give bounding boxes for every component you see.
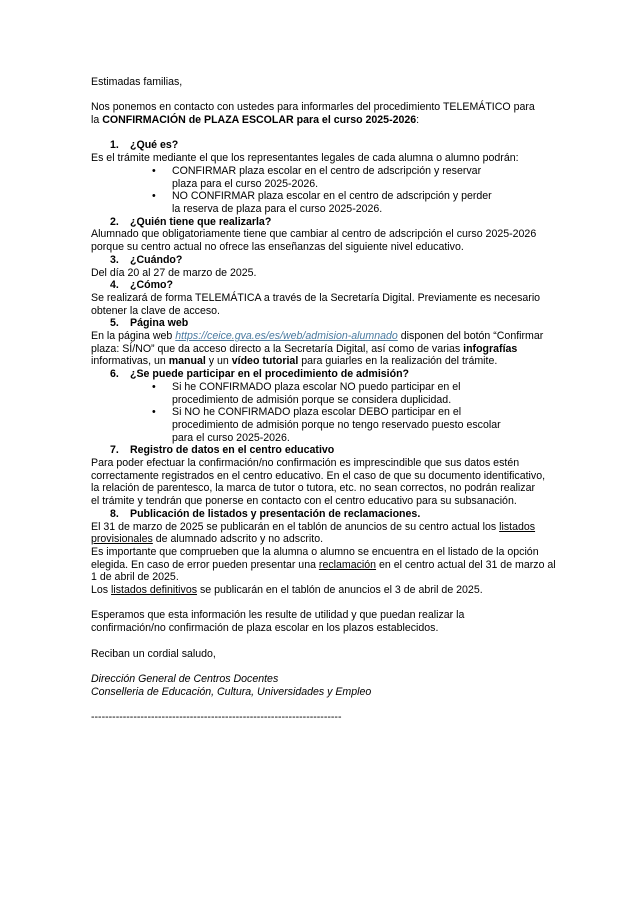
section-heading-2: 2. ¿Quién tiene que realizarla?	[110, 215, 272, 228]
section-body-3: Del día 20 al 27 de marzo de 2025.	[91, 266, 257, 279]
section-1-bullets	[91, 164, 492, 216]
section-heading-7: 7. Registro de datos en el centro educativo	[110, 444, 335, 457]
section-heading-1: 1. ¿Qué es?	[110, 139, 179, 152]
section-body-8-para1: El 31 de marzo de 2025 se publicarán en el tablón de anuncios de su centro actual los listados provisionales de alumnado adscrito y no adscrito.	[91, 520, 536, 546]
signature-line-2: Conselleria de Educación, Cultura, Universidades y Empleo	[91, 685, 372, 698]
salutation: Reciban un cordial saludo,	[91, 647, 216, 660]
list-item: • Si NO he CONFIRMADO plaza escolar DEBO participar en el procedimiento de admisión porque no tengo reservado puesto escolar para el curso 2025-2026.	[152, 406, 501, 444]
closing-paragraph: Esperamos que esta información les resulte de utilidad y que puedan realizar la confirmación/no confirmación de plaza escolar en los plazos establecidos.	[91, 609, 465, 635]
section-heading-3: 3. ¿Cuándo?	[110, 253, 183, 266]
greeting: Estimadas familias,	[91, 76, 183, 88]
intro-paragraph: Nos ponemos en contacto con ustedes para informarles del procedimiento TELEMÁTICO para la CONFIRMACIÓN de PLAZA ESCOLAR para el curso 2025-2026:	[91, 101, 535, 127]
section-body-7: Para poder efectuar la confirmación/no confirmación es imprescindible que sus datos estén correctamente registrados en el centro educativo. En el caso de que su documento identificativo, la relación de parentesco, la marca de tutor o tutora, etc. no sean correctos, no podrán realizar el trámite y tendrán que ponerse en contacto con el centro educativo para su subsanación.	[91, 457, 546, 508]
section-body-2: Alumnado que obligatoriamente tiene que cambiar al centro de adscripción el curso 2025-2026 porque su centro actual no ofrece las enseñanzas del siguiente nivel educativo.	[91, 228, 537, 254]
section-body-8-para2: Es importante que comprueben que la alumna o alumno se encuentra en el listado de la opción elegida. En caso de error pueden presentar una reclamación en el centro actual del 31 de marzo al 1 de abril de 2025.	[91, 545, 556, 584]
separator-line: -----------------------------------------------------------------------	[91, 711, 342, 724]
signature-line-1: Dirección General de Centros Docentes	[91, 672, 279, 685]
section-heading-8: 8. Publicación de listados y presentación de reclamaciones.	[110, 507, 421, 520]
intro-highlight: CONFIRMACIÓN de PLAZA ESCOLAR para el curso 2025-2026	[102, 114, 417, 127]
section-body-4: Se realizará de forma TELEMÁTICA a través de la Secretaría Digital. Previamente es necesario obtener la clave de acceso.	[91, 291, 541, 317]
bullet-icon: •	[152, 190, 156, 203]
document-page	[91, 76, 561, 724]
bullet-icon: •	[152, 380, 156, 393]
list-item: • CONFIRMAR plaza escolar en el centro de adscripción y reservar plaza para el curso 2025-2026.	[152, 164, 482, 190]
bullet-icon: •	[152, 406, 156, 419]
bullet-icon: •	[152, 164, 156, 177]
section-6-bullets	[91, 381, 561, 445]
section-heading-6: 6. ¿Se puede participar en el procedimiento de admisión?	[110, 368, 410, 381]
admission-web-link[interactable]: https://ceice.gva.es/es/web/admision-alumnado	[175, 330, 398, 343]
section-heading-5: 5. Página web	[110, 317, 189, 330]
list-item: • Si he CONFIRMADO plaza escolar NO puedo participar en el procedimiento de admisión porque se considera duplicidad.	[152, 380, 461, 406]
section-body-1: Es el trámite mediante el que los representantes legales de cada alumna o alumno podrán:	[91, 152, 519, 165]
section-body-5: En la página web https://ceice.gva.es/es/web/admision-alumnado disponen del botón “Confirmar plaza: SÍ/NO” que da acceso directo a la Secretaría Digital, así como de varias infografías informativas, un manual y un vídeo tutorial para guiarles en la realización del trámite.	[91, 330, 544, 368]
section-heading-4: 4. ¿Cómo?	[110, 279, 173, 292]
list-item: • NO CONFIRMAR plaza escolar en el centro de adscripción y perder la reserva de plaza para el curso 2025-2026.	[152, 190, 492, 215]
intro-line1: Nos ponemos en contacto con ustedes para informarles del procedimiento TELEMÁTICO para	[91, 101, 535, 114]
section-body-8-para3: Los listados definitivos se publicarán en el tablón de anuncios el 3 de abril de 2025.	[91, 584, 483, 597]
